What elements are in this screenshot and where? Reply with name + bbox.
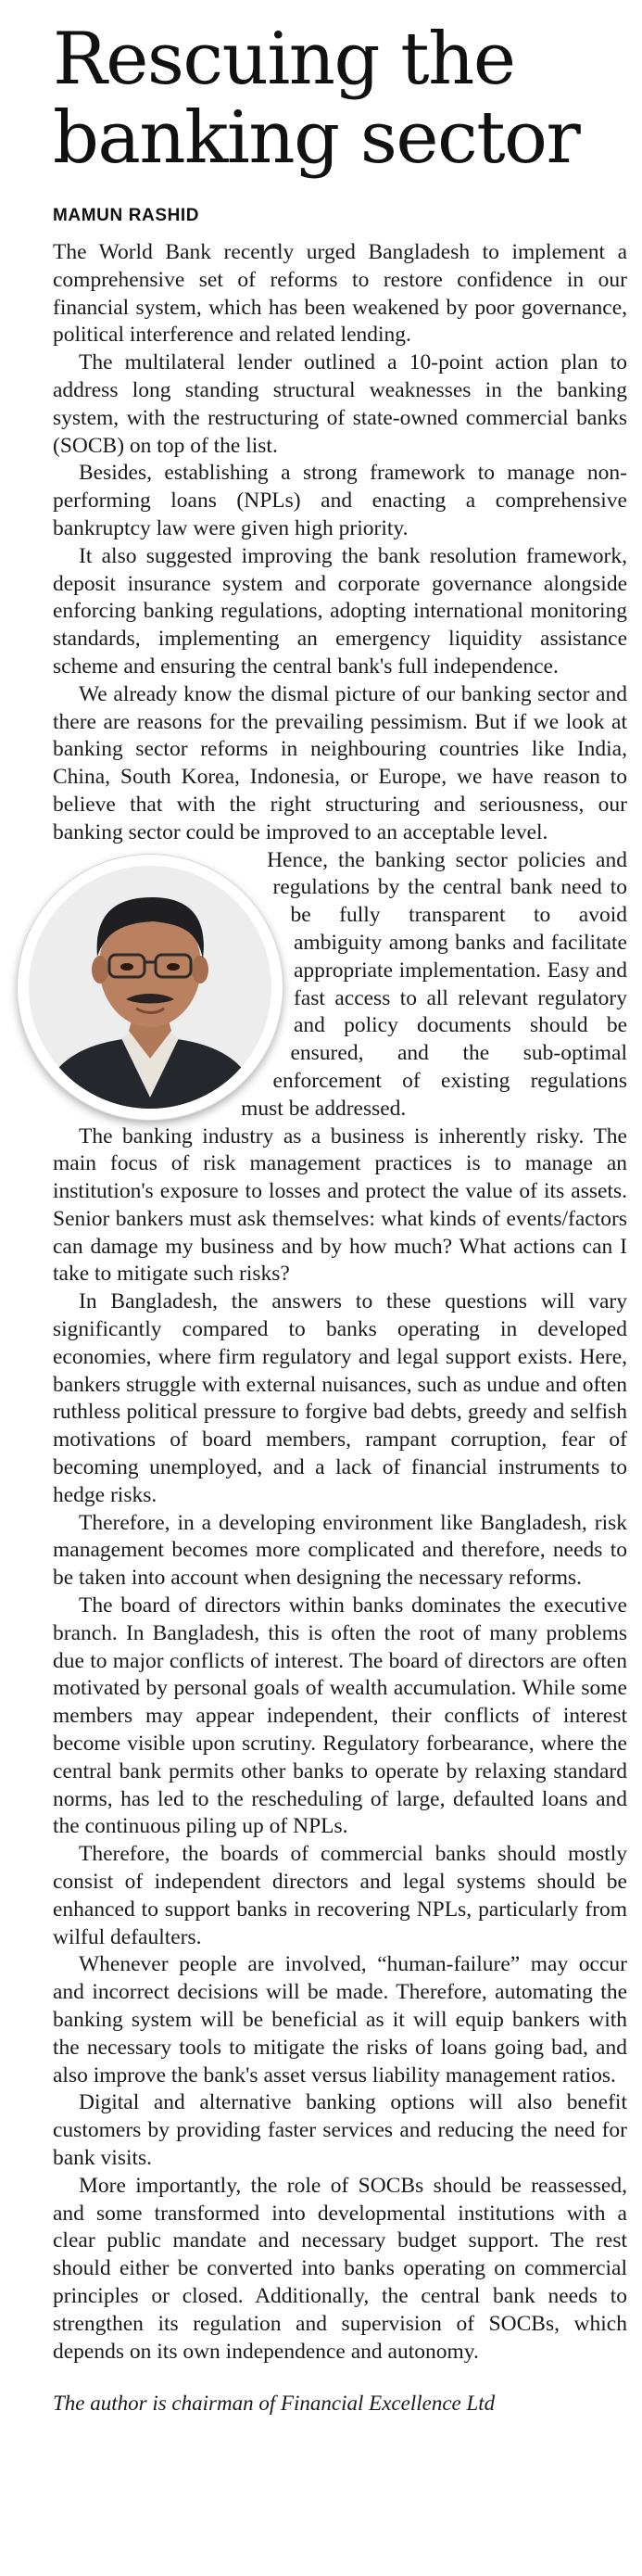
paragraph: We already know the dismal picture of our banking sector and there are reasons for the prevailing pessimism. But if we look at banking sector reforms in neighbouring countries like India, China, South Korea, Indonesia, or Europe, we have reason to believe that with the right structuring and seriousness, our banking sector could be improved to an acceptable level. [53, 681, 627, 844]
paragraph: Hence, the banking sector policies and regulations by the central bank need to be fully transparent to avoid ambiguity among banks and facilitate appropriate implementation. Easy and fast access to all relevant regulatory and policy documents should be ensured, and the sub-optimal enforcement of existing regulations must be addressed. [241, 847, 627, 1121]
paragraph: More importantly, the role of SOCBs should be reassessed, and some transformed into developmental institutions with a clear public mandate and necessary budget support. The rest should either be converted into banks operating on commercial principles or closed. Additionally, the central bank needs to strengthen its regulation and supervision of SOCBs, which depends on its own independence and autonomy. [53, 2173, 627, 2364]
byline: MAMUN RASHID [53, 206, 200, 225]
article [53, 0, 627, 2416]
paragraph: Digital and alternative banking options will also benefit customers by providing faster services and reducing the need for bank visits. [53, 2090, 627, 2170]
headline [53, 20, 627, 178]
paragraph: The multilateral lender outlined a 10-point action plan to address long standing structural weaknesses in the banking system, with the restructuring of state-owned commercial banks (SOCB) on top of the list. [53, 350, 627, 458]
paragraph: Therefore, the boards of commercial banks should mostly consist of independent directors and legal systems should be enhanced to support banks in recovering NPLs, particularly from wilful defaulters. [53, 1842, 627, 1949]
paragraph: The board of directors within banks dominates the executive branch. In Bangladesh, this is often the root of many problems due to major conflicts of interest. The board of directors are often motivated by personal goals of wealth accumulation. While some members may appear independent, their conflicts of interest become visible upon scrutiny. Regulatory forbearance, where the central bank permits other banks to operate by relaxing standard norms, has led to the rescheduling of large, defaulted loans and the continuous piling up of NPLs. [53, 1593, 627, 1839]
paragraph: Therefore, in a developing environment like Bangladesh, risk management becomes more complicated and therefore, needs to be taken into account when designing the necessary reforms. [53, 1510, 627, 1591]
paragraph: The World Bank recently urged Bangladesh to implement a comprehensive set of reforms to restore confidence in our financial system, which has been weakened by poor governance, political interference and related lending. [53, 240, 627, 348]
author-portrait-drawing [18, 855, 283, 1120]
headline-line-2: banking sector [53, 96, 580, 180]
author-portrait-icon [18, 855, 283, 1120]
paragraph: The banking industry as a business is inherently risky. The main focus of risk management practices is to manage an institution's exposure to losses and protect the value of its assets. Senior bankers must ask themselves: what kinds of events/factors can damage my business and by how much? What actions can I take to mitigate such risks? [53, 1123, 627, 1287]
paragraph: It also suggested improving the bank resolution framework, deposit insurance system and corporate governance alongside enforcing banking regulations, adopting international monitoring standards, implementing an emergency liquidity assistance scheme and ensuring the central bank's full independence. [53, 543, 627, 679]
author-credit: The author is chairman of Financial Excellence Ltd [53, 2392, 496, 2416]
headline-line-1: Rescuing the [53, 18, 515, 101]
article-body [53, 239, 627, 2366]
paragraph: Besides, establishing a strong framework to manage non-performing loans (NPLs) and enacting a comprehensive bankruptcy law were given high priority. [53, 461, 627, 540]
paragraph: In Bangladesh, the answers to these questions will vary significantly compared to banks operating in developed economies, where firm regulatory and legal support exists. Here, bankers struggle with external nuisances, such as undue and often ruthless political pressure to forgive bad debts, greedy and selfish motivations of board members, rampant corruption, fear of becoming unemployed, and a lack of financial instruments to hedge risks. [53, 1289, 627, 1507]
paragraph: Whenever people are involved, “human-failure” may occur and incorrect decisions will be made. Therefore, automating the banking system will be beneficial as it will equip bankers with the necessary tools to mitigate the risks of loans going bad, and also improve the bank's asset versus liability management ratios. [53, 1952, 627, 2087]
